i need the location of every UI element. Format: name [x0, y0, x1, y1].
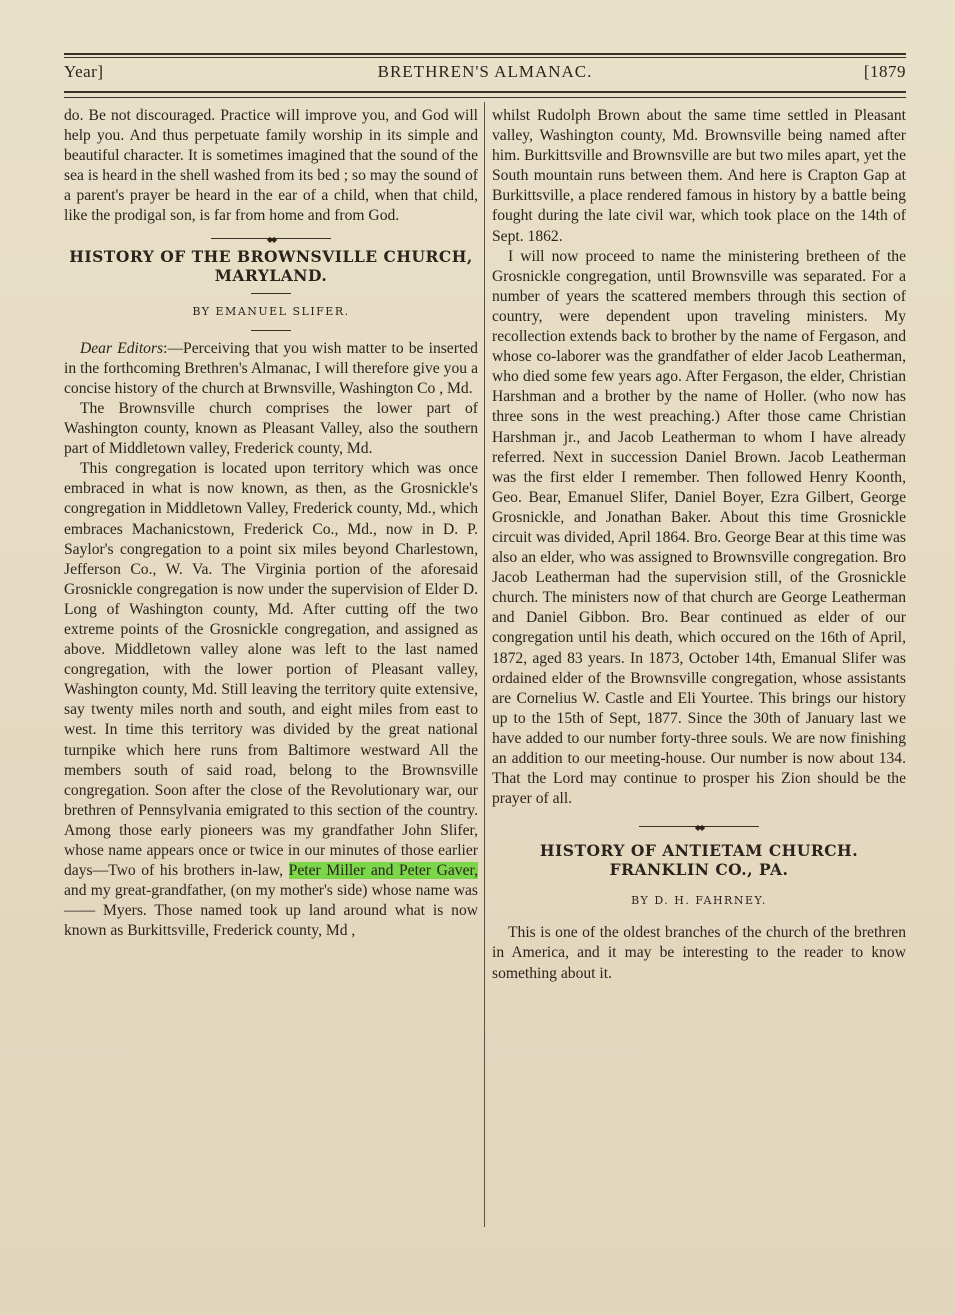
header-rule — [64, 91, 906, 93]
top-rule-thin — [64, 57, 906, 58]
column-divider — [484, 102, 485, 1227]
paragraph-2: The Brownsville church comprises the lower part of Washington county, known as Pleasant Valley, also the southern part of Middletown valley, Frederick county, Md. — [64, 399, 478, 458]
article2-byline: BY D. H. FAHRNEY. — [631, 894, 767, 908]
section-separator — [211, 233, 331, 243]
paragraph-1-text: :—Perceiving that you wish matter to be inserted in the forthcoming Brethren's Almanac, I will therefore give you a concise history of the church at Brwnsville, Washington Co , Md. — [64, 339, 478, 397]
title-rule — [251, 293, 291, 294]
right-paragraph-1: whilst Rudolph Brown about the same time settled in Pleasant valley, Washington county, Md. Brownsville being named after him. Burkittsville and Brownsville are but two miles apart, yet the South mountain runs between them. And here is Crapton Gap at Burkittsville, a place rendered famous in history by a battle being fought during the late civil war, which took place on the 14th of Sept. 1862. — [492, 107, 906, 245]
byline-rule — [251, 330, 291, 331]
salutation: Dear Editors — [80, 339, 164, 357]
header-rule-thin — [64, 97, 906, 98]
left-column — [64, 106, 478, 941]
paragraph-1 — [64, 339, 478, 399]
article-byline: BY EMANUEL SLIFER. — [192, 304, 350, 318]
article-title: HISTORY OF THE BROWNSVILLE CHURCH, MARYLAND. — [69, 246, 473, 285]
top-rule — [64, 53, 906, 55]
header-right: [1879 — [863, 62, 906, 81]
section-separator-2 — [639, 821, 759, 831]
paragraph-3 — [64, 459, 478, 941]
article2-title: HISTORY OF ANTIETAM CHURCH. FRANKLIN CO., PA. — [539, 841, 859, 880]
header-left: Year] — [64, 62, 104, 81]
highlighted-text: Peter Miller and Peter Gaver, — [288, 862, 478, 880]
right-paragraph-2: I will now proceed to name the ministering bretheen of the Grosnickle congregation, until Brownsville was separated. For a number of years the scattered members through this section of country, were dependent upon traveling ministers. My recollection extends back to brother by the name of Fergason, and whose co-laborer was the grandfather of elder Jacob Leatherman, who died some few years ago. After Fergason, the elder, Christian Harshman and a brother by the name of Holler. (who now has three sons in the west preaching.) After those came Christian Harshman jr., and Jacob Leatherman to whom I have already referred. Next in succession Daniel Brown. Jacob Leatherman was the first elder I remember. Then followed Henry Koonth, Geo. Bear, Emanuel Slifer, Daniel Boyer, Ezra Gilbert, George Grosnickle, and Jonathan Baker. About this time Grosnickle circuit was divided, April 1864. Bro. George Bear at this time was also an elder, who was assigned to Brownsville congregation. Bro Jacob Leatherman had the supervision still, of the Grosnickle church. The ministers now of that church are George Leatherman and Daniel Gibbon. Bro. Bear continued as elder of our congregation until his death, which occured on the 16th of April, 1872, aged 83 years. In 1873, October 14th, Emanual Slifer was ordained elder of the Brownsville congregation, whose assistants are Cornelius W. Castle and Eli Yourtee. This brings our history up to the 15th of Sept, 1877. Since the 30th of January last we have added to our number forty-three souls. We are now finishing an addition to our meeting-house. Our number is now about 134. That the Lord may continue to prosper his Zion should be the prayer of all. — [492, 247, 906, 808]
right-column — [492, 106, 906, 984]
paragraph-3-text: This congregation is located upon territory which was once embraced in what is now known, as then, as the Grosnickle's congregation in Middletown Valley, Frederick county, Md., which embraces Machanicstown, Frederick Co., Md., now in D. P. Saylor's congregation to a point six miles beyond Charlestown, Jefferson Co., W. Va. The Virginia portion of the aforesaid Grosnickle congregation is now under the supervision of Elder D. Long of Washington county, Md. After cutting off the two extreme points of the Grosnickle congregation, and assigned as above. Middletown valley alone was left to the last named congregation, with the lower portion of Pleasant valley, Washington county, Md. Still leaving the territory quite extensive, say twenty miles north and south, and eight miles from east to west. In time this territory was divided by the great national turnpike which here runs from Baltimore westward All the members south of said road, belong to the Brownsville congregation. Soon after the close of the Revolutionary war, our brethren of Pennsylvania emigrated to this section of the country. Among those early pioneers was my grandfather John Slifer, whose name appears once or twice in our minutes of those earlier days—Two of his brothers in-law, — [64, 460, 478, 880]
intro-paragraph: do. Be not discouraged. Practice will improve you, and God will help you. And thus perpetuate family worship in its simple and beautiful character. It is sometimes imagined that the sound of the sea is heard in the shell washed from its bed ; so may the sound of a parent's prayer be heard in the ear of a child, when that child, like the prodigal son, is far from home and from God. — [64, 107, 478, 225]
article2-paragraph-1: This is one of the oldest branches of the church of the brethren in America, and it may be interesting to the reader to know something about it. — [492, 924, 906, 982]
paragraph-3-end: and my great-grandfather, (on my mother's side) whose name was —— Myers. Those named took up land around what is now known as Burkittsville, Frederick county, Md , — [64, 882, 478, 940]
running-header — [64, 62, 906, 86]
header-title: BRETHREN'S ALMANAC. — [377, 62, 593, 81]
